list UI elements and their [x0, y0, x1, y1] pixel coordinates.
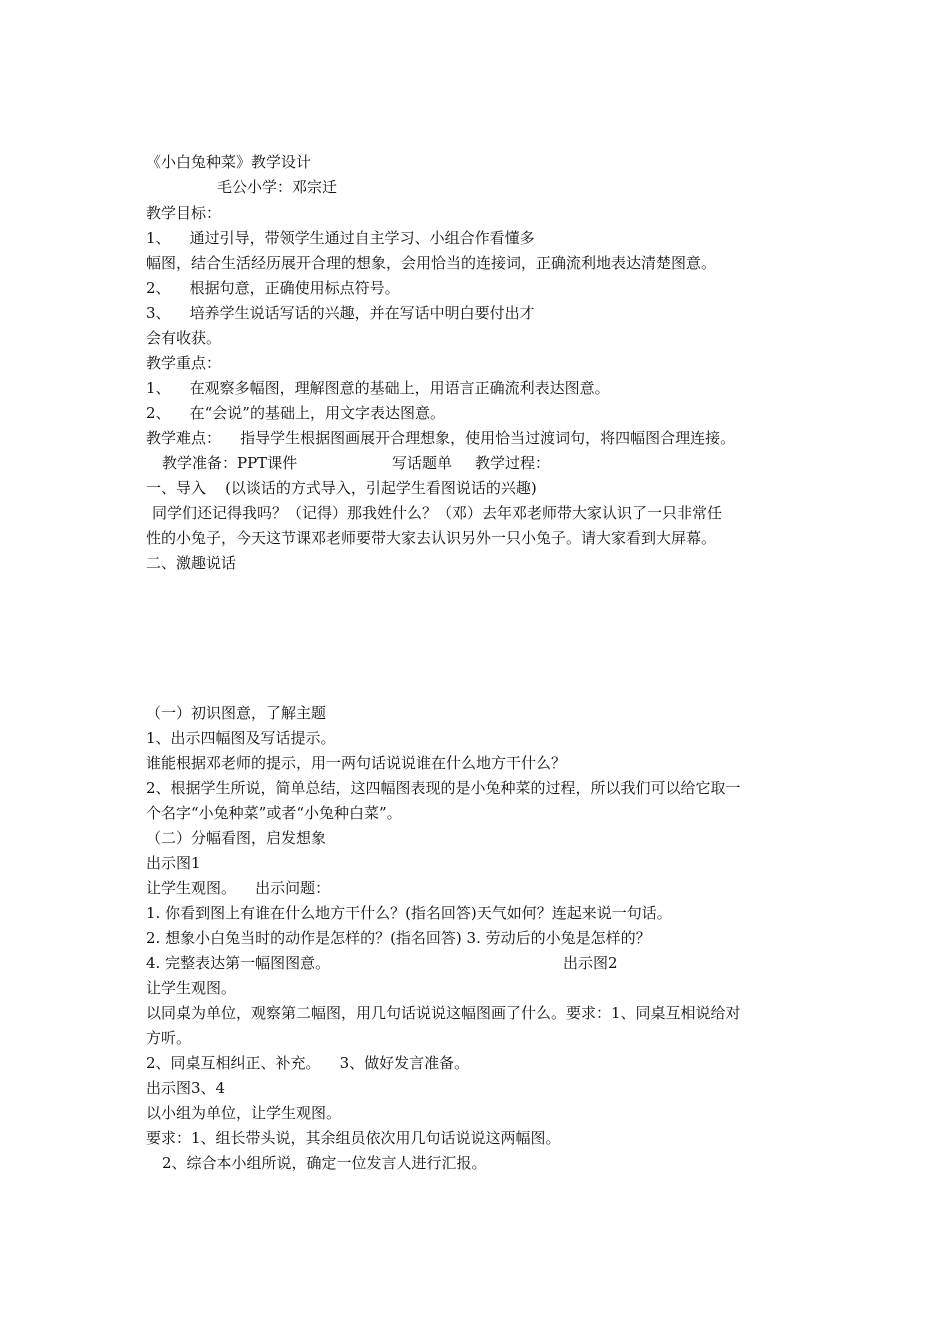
- process-heading: 教学过程：: [475, 454, 551, 472]
- subsection-1-item-1: 1、出示四幅图及写话提示。: [146, 729, 336, 747]
- observe-picture-2: 让学生观图。: [146, 979, 237, 997]
- objective-item-1: 1、 通过引导，带领学生通过自主学习、小组合作看懂多: [146, 229, 535, 247]
- observe-and-questions: 让学生观图。 出示问题：: [146, 879, 331, 897]
- section-1-heading: 一、导入 (以谈话的方式导入，引起学生看图说话的兴趣): [146, 479, 537, 497]
- subsection-2-heading: （二）分幅看图，启发想象: [146, 829, 327, 847]
- group-requirement-2: 2、综合本小组所说，确定一位发言人进行汇报。: [162, 1154, 487, 1172]
- show-picture-3-4: 出示图3、4: [146, 1079, 226, 1097]
- subsection-1-question: 谁能根据邓老师的提示，用一两句话说说谁在什么地方干什么？: [146, 754, 567, 772]
- difficulty-line: 教学难点： 指导学生根据图画展开合理想象，使用恰当过渡词句，将四幅图合理连接。: [146, 429, 736, 447]
- question-1: 1. 你看到图上有谁在什么地方干什么？(指名回答)天气如何？连起来说一句话。: [146, 904, 672, 922]
- desk-mate-line-2: 方听。: [146, 1029, 192, 1047]
- objective-item-3-cont: 会有收获。: [146, 329, 222, 347]
- objective-item-3: 3、 培养学生说话写话的兴趣，并在写话中明白要付出才: [146, 304, 535, 322]
- section-1-para-line-1: 同学们还记得我吗？（记得）那我姓什么？（邓）去年邓老师带大家认识了一只非常任: [152, 504, 723, 522]
- objective-item-1-cont: 幅图，结合生活经历展开合理的想象，会用恰当的连接词，正确流利地表达清楚图意。: [146, 254, 717, 272]
- key-point-item-1: 1、 在观察多幅图，理解图意的基础上，用语言正确流利表达图意。: [146, 379, 610, 397]
- preparation-worksheet: 写话题单: [392, 454, 453, 472]
- author-line: 毛公小学：邓宗迁: [217, 178, 338, 196]
- group-observe: 以小组为单位，让学生观图。: [146, 1104, 342, 1122]
- key-points-heading: 教学重点：: [146, 354, 222, 372]
- objective-item-2: 2、 根据句意，正确使用标点符号。: [146, 279, 400, 297]
- preparation-label: 教学准备：PPT课件: [162, 454, 298, 472]
- question-2-3: 2. 想象小白兔当时的动作是怎样的？(指名回答) 3. 劳动后的小兔是怎样的？: [146, 929, 651, 947]
- desk-mate-requirements: 2、同桌互相纠正、补充。 3、做好发言准备。: [146, 1054, 470, 1072]
- key-point-item-2: 2、 在“会说”的基础上，用文字表达图意。: [146, 404, 445, 422]
- question-4: 4. 完整表达第一幅图图意。: [146, 954, 331, 972]
- objectives-heading: 教学目标：: [146, 204, 222, 222]
- subsection-1-item-2-line-1: 2、根据学生所说，简单总结，这四幅图表现的是小兔种菜的过程，所以我们可以给它取一: [146, 779, 741, 797]
- desk-mate-line-1: 以同桌为单位，观察第二幅图，用几句话说说这幅图画了什么。要求：1、同桌互相说给对: [146, 1004, 741, 1022]
- show-picture-2: 出示图2: [563, 954, 618, 972]
- group-requirement-1: 要求：1、组长带头说，其余组员依次用几句话说说这两幅图。: [146, 1129, 561, 1147]
- section-1-para-line-2: 性的小兔子，今天这节课邓老师要带大家去认识另外一只小兔子。请大家看到大屏幕。: [146, 529, 717, 547]
- document-title: 《小白兔种菜》教学设计: [146, 153, 312, 171]
- subsection-1-heading: （一）初识图意，了解主题: [146, 704, 327, 722]
- section-2-heading: 二、激趣说话: [146, 554, 237, 572]
- subsection-1-item-2-line-2: 个名字“小兔种菜”或者“小兔种白菜”。: [146, 804, 402, 822]
- show-picture-1: 出示图1: [146, 854, 201, 872]
